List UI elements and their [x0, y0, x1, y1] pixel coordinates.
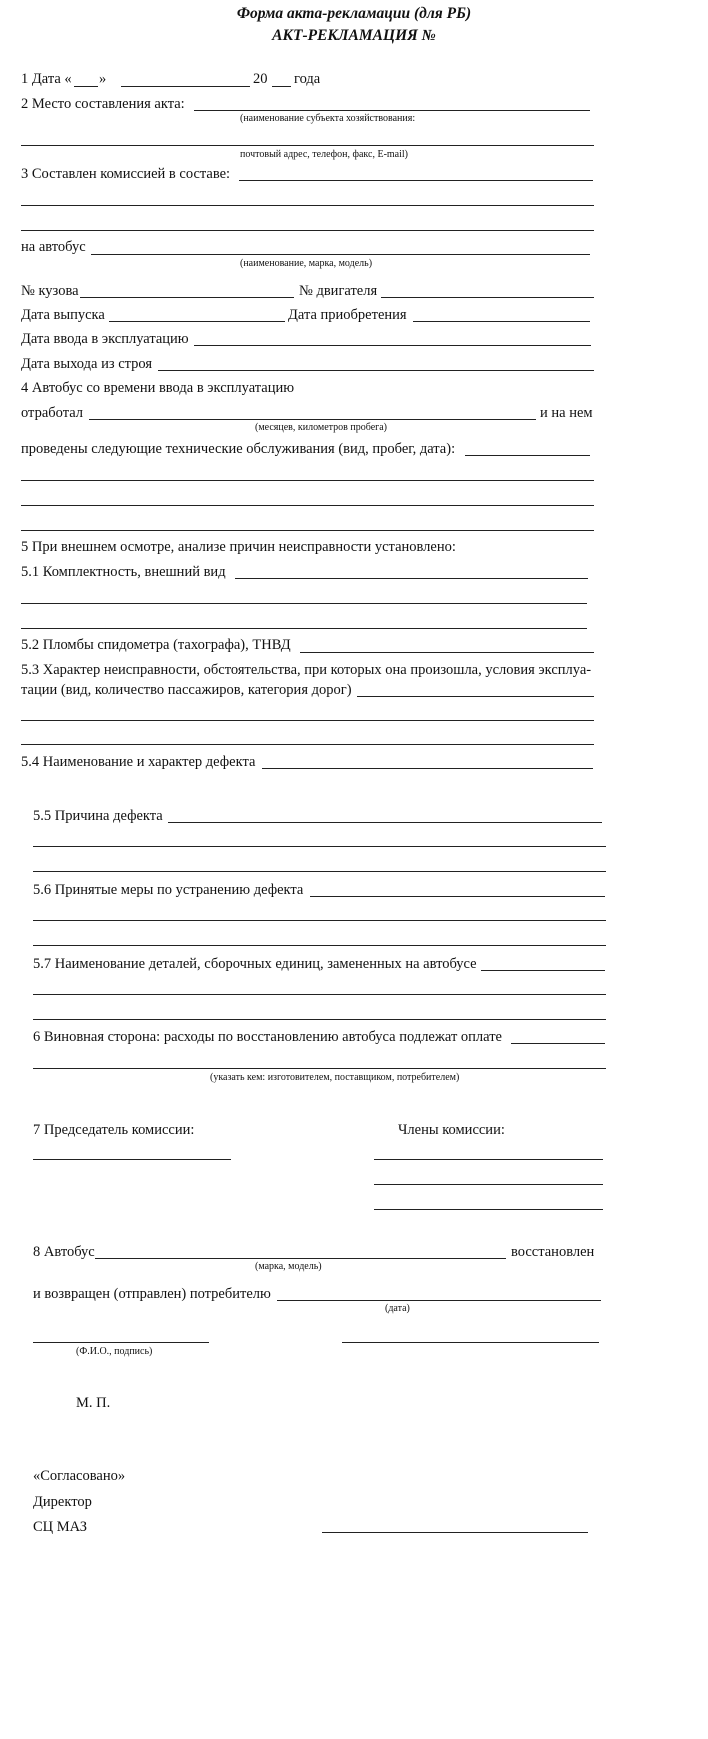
- operation-label: 4 Автобус со времени ввода в эксплуатацию: [21, 380, 295, 396]
- fio-signature-caption: (Ф.И.О., подпись): [76, 1346, 153, 1357]
- fault-nature-label-2: тации (вид, количество пассажиров, категория дорог): [21, 682, 352, 698]
- date-label: 1 Дата «: [21, 71, 72, 87]
- worked-caption: (месяцев, километров пробега): [255, 422, 388, 433]
- purchase-date-field[interactable]: [413, 321, 590, 322]
- members-label: Члены комиссии:: [398, 1122, 505, 1138]
- engine-no-field[interactable]: [381, 297, 594, 298]
- commission-date-label: Дата ввода в эксплуатацию: [21, 331, 189, 347]
- measures-label: 5.6 Принятые меры по устранению дефекта: [33, 882, 304, 898]
- stamp-place: М. П.: [76, 1395, 111, 1411]
- measures-field-3[interactable]: [33, 945, 606, 946]
- fault-nature-field-1[interactable]: [357, 696, 594, 697]
- date-day-field[interactable]: [74, 86, 98, 87]
- responsible-field-1[interactable]: [511, 1043, 605, 1044]
- director-signature-field[interactable]: [322, 1532, 588, 1533]
- worked-field[interactable]: [89, 419, 536, 420]
- member-signature-field-2[interactable]: [374, 1184, 603, 1185]
- commission-label: 3 Составлен комиссией в составе:: [21, 166, 231, 182]
- maintenance-label: проведены следующие технические обслуживания (вид, пробег, дата):: [21, 441, 456, 457]
- commission-field-2[interactable]: [21, 205, 594, 206]
- act-title: АКТ-РЕКЛАМАЦИЯ №: [272, 27, 436, 44]
- restored-label: восстановлен: [511, 1244, 595, 1260]
- date-quote-close: »: [99, 71, 107, 87]
- maintenance-field-4[interactable]: [21, 530, 594, 531]
- defect-cause-field-3[interactable]: [33, 871, 606, 872]
- place-field[interactable]: [194, 110, 590, 111]
- body-no-label: № кузова: [21, 283, 79, 299]
- defect-cause-label: 5.5 Причина дефекта: [33, 808, 163, 824]
- inspection-intro: 5 При внешнем осмотре, анализе причин неисправности установлено:: [21, 539, 456, 555]
- and-on-it-label: и на нем: [540, 405, 593, 421]
- place-address-field[interactable]: [21, 145, 594, 146]
- release-date-field[interactable]: [109, 321, 285, 322]
- date-year-suffix: года: [294, 71, 321, 87]
- service-center-label: СЦ МАЗ: [33, 1519, 88, 1535]
- member-signature-field-1[interactable]: [374, 1159, 603, 1160]
- completeness-label: 5.1 Комплектность, внешний вид: [21, 564, 226, 580]
- commission-field-3[interactable]: [21, 230, 594, 231]
- place-address-caption: почтовый адрес, телефон, факс, E-mail): [240, 149, 409, 160]
- release-date-label: Дата выпуска: [21, 307, 105, 323]
- fio-signature-field[interactable]: [33, 1342, 209, 1343]
- returned-date-caption: (дата): [385, 1303, 410, 1314]
- agreed-label: «Согласовано»: [33, 1468, 126, 1484]
- bus-caption: (наименование, марка, модель): [240, 258, 373, 269]
- completeness-field-2[interactable]: [21, 603, 587, 604]
- purchase-date-label: Дата приобретения: [288, 307, 407, 323]
- place-label: 2 Место составления акта:: [21, 96, 185, 112]
- bus-label: на автобус: [21, 239, 86, 255]
- responsible-label: 6 Виновная сторона: расходы по восстановлению автобуса подлежат оплате: [33, 1029, 502, 1045]
- replaced-parts-field-1[interactable]: [481, 970, 605, 971]
- measures-field-1[interactable]: [310, 896, 605, 897]
- place-entity-caption: (наименование субъекта хозяйствования:: [240, 113, 416, 124]
- failure-date-field[interactable]: [158, 370, 594, 371]
- chairman-signature-field[interactable]: [33, 1159, 231, 1160]
- engine-no-label: № двигателя: [299, 283, 378, 299]
- restored-bus-label: 8 Автобус: [33, 1244, 95, 1260]
- restored-bus-field[interactable]: [95, 1258, 506, 1259]
- fault-nature-field-2[interactable]: [21, 720, 594, 721]
- director-label: Директор: [33, 1494, 92, 1510]
- restored-bus-caption: (марка, модель): [255, 1261, 322, 1272]
- defect-name-label: 5.4 Наименование и характер дефекта: [21, 754, 256, 770]
- maintenance-field-2[interactable]: [21, 480, 594, 481]
- maintenance-field-3[interactable]: [21, 505, 594, 506]
- form-title: Форма акта-рекламации (для РБ): [236, 5, 472, 22]
- body-no-field[interactable]: [80, 297, 294, 298]
- member-signature-field-3[interactable]: [374, 1209, 603, 1210]
- bus-field[interactable]: [91, 254, 590, 255]
- fault-nature-field-3[interactable]: [21, 744, 594, 745]
- commission-date-field[interactable]: [194, 345, 591, 346]
- defect-cause-field-1[interactable]: [168, 822, 602, 823]
- failure-date-label: Дата выхода из строя: [21, 356, 153, 372]
- measures-field-2[interactable]: [33, 920, 606, 921]
- date-year-prefix: 20: [253, 71, 268, 87]
- replaced-parts-field-2[interactable]: [33, 994, 606, 995]
- date-month-field[interactable]: [121, 86, 250, 87]
- chairman-label: 7 Председатель комиссии:: [33, 1122, 195, 1138]
- seals-label: 5.2 Пломбы спидометра (тахографа), ТНВД: [21, 637, 291, 653]
- defect-cause-field-2[interactable]: [33, 846, 606, 847]
- fault-nature-label-1: 5.3 Характер неисправности, обстоятельства, при которых она произошла, условия эксплуа-: [21, 662, 592, 678]
- replaced-parts-label: 5.7 Наименование деталей, сборочных единиц, замененных на автобусе: [33, 956, 477, 972]
- returned-date-field[interactable]: [277, 1300, 601, 1301]
- seals-field[interactable]: [300, 652, 594, 653]
- returned-label: и возвращен (отправлен) потребителю: [33, 1286, 271, 1302]
- date-year-field[interactable]: [272, 86, 291, 87]
- defect-name-field[interactable]: [262, 768, 593, 769]
- second-signature-field[interactable]: [342, 1342, 599, 1343]
- worked-label: отработал: [21, 405, 84, 421]
- responsible-caption: (указать кем: изготовителем, поставщиком, потребителем): [210, 1072, 460, 1083]
- commission-field-1[interactable]: [239, 180, 593, 181]
- maintenance-field-1[interactable]: [465, 455, 590, 456]
- completeness-field-3[interactable]: [21, 628, 587, 629]
- responsible-field-2[interactable]: [33, 1068, 606, 1069]
- completeness-field-1[interactable]: [235, 578, 588, 579]
- replaced-parts-field-3[interactable]: [33, 1019, 606, 1020]
